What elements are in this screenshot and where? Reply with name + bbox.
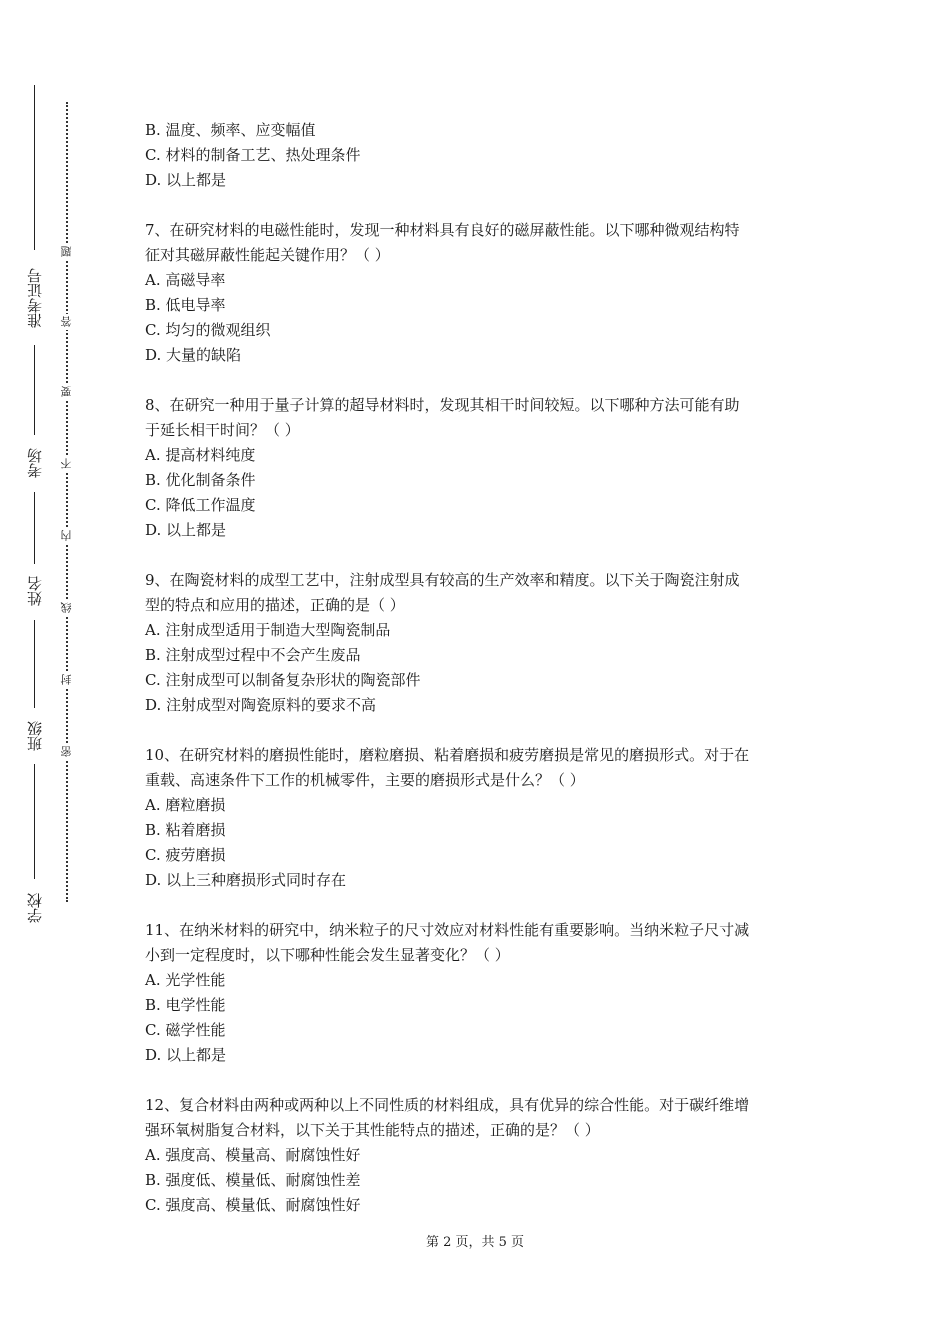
field-line [34,620,35,708]
field-line [34,764,35,879]
stem-line: 11、在纳米材料的研究中，纳米粒子的尺寸效应对材料性能有重要影响。当纳米粒子尺寸减 [145,921,750,939]
field-line [34,345,35,435]
stem-line: 10、在研究材料的磨损性能时，磨粒磨损、粘着磨损和疲劳磨损是常见的磨损形式。对于在 [145,746,750,764]
field-exam-id-label: 准考证号 [26,268,44,328]
stem-line: 8、在研究一种用于量子计算的超导材料时，发现其相干时间较短。以下哪种方法可能有助 [145,396,740,414]
field-class-label: 班级 [26,721,44,751]
question-stem [145,218,815,268]
option-c: C. 材料的制备工艺、热处理条件 [145,146,361,164]
question-stem [145,918,815,968]
stem-line: 小到一定程度时，以下哪种性能会发生显著变化？（ ） [145,946,510,964]
option-b: B. 粘着磨损 [145,821,226,839]
seal-line [66,102,68,902]
option-d: D. 以上都是 [145,1046,227,1064]
option-b: B. 强度低、模量低、耐腐蚀性差 [145,1171,361,1189]
question-10 [145,743,815,893]
seal-char: 要 [59,384,75,400]
option-c: C. 注射成型可以制备复杂形状的陶瓷部件 [145,671,421,689]
stem-line: 9、在陶瓷材料的成型工艺中，注射成型具有较高的生产效率和精度。以下关于陶瓷注射成 [145,571,740,589]
option-c: C. 磁学性能 [145,1021,226,1039]
field-school-label: 学校 [26,893,44,923]
option-d: D. 以上都是 [145,521,227,539]
page-footer: 第 2 页，共 5 页 [425,1235,525,1250]
option-c: C. 均匀的微观组织 [145,321,271,339]
seal-char: 答 [59,314,75,330]
option-c: C. 降低工作温度 [145,496,256,514]
option-b: B. 电学性能 [145,996,226,1014]
stem-line: 12、复合材料由两种或两种以上不同性质的材料组成，具有优异的综合性能。对于碳纤维增 [145,1096,750,1114]
stem-line: 型的特点和应用的描述，正确的是（ ） [145,596,405,614]
stem-line: 强环氧树脂复合材料，以下关于其性能特点的描述，正确的是？（ ） [145,1121,600,1139]
option-a: A. 提高材料纯度 [145,446,256,464]
option-c: C. 强度高、模量低、耐腐蚀性好 [145,1196,361,1214]
field-line [34,492,35,564]
seal-char: 封 [59,672,75,688]
question-stem [145,743,815,793]
stem-line: 7、在研究材料的电磁性能时，发现一种材料具有良好的磁屏蔽性能。以下哪种微观结构特 [145,221,740,239]
option-a: A. 注射成型适用于制造大型陶瓷制品 [145,621,391,639]
option-d: D. 大量的缺陷 [145,346,242,364]
seal-char: 线 [59,600,75,616]
option-d: D. 注射成型对陶瓷原料的要求不高 [145,696,377,714]
option-c: C. 疲劳磨损 [145,846,226,864]
field-name-label: 姓名 [26,576,44,606]
field-exam-room-label: 考场 [26,448,44,478]
stem-line: 重载、高速条件下工作的机械零件，主要的磨损形式是什么？（ ） [145,771,585,789]
question-8 [145,393,815,543]
seal-char: 不 [59,456,75,472]
question-stem [145,568,815,618]
binding-margin [25,0,45,1344]
question-content [145,118,815,1218]
field-line [34,85,35,250]
continued-options [145,118,815,193]
option-a: A. 高磁导率 [145,271,226,289]
option-a: A. 磨粒磨损 [145,796,226,814]
stem-line: 征对其磁屏蔽性能起关键作用？（ ） [145,246,390,264]
stem-line: 于延长相干时间？（ ） [145,421,300,439]
option-d: D. 以上都是 [145,171,227,189]
question-12 [145,1093,815,1218]
option-b: B. 注射成型过程中不会产生废品 [145,646,361,664]
seal-char: 密 [59,744,75,760]
question-11 [145,918,815,1068]
seal-char: 题 [59,244,75,260]
question-stem [145,393,815,443]
question-stem [145,1093,815,1143]
option-a: A. 强度高、模量高、耐腐蚀性好 [145,1146,361,1164]
question-7 [145,218,815,368]
option-d: D. 以上三种磨损形式同时存在 [145,871,347,889]
option-b: B. 优化制备条件 [145,471,256,489]
option-a: A. 光学性能 [145,971,226,989]
option-b: B. 温度、频率、应变幅值 [145,121,316,139]
option-b: B. 低电导率 [145,296,226,314]
seal-char: 内 [59,528,75,544]
question-9 [145,568,815,718]
